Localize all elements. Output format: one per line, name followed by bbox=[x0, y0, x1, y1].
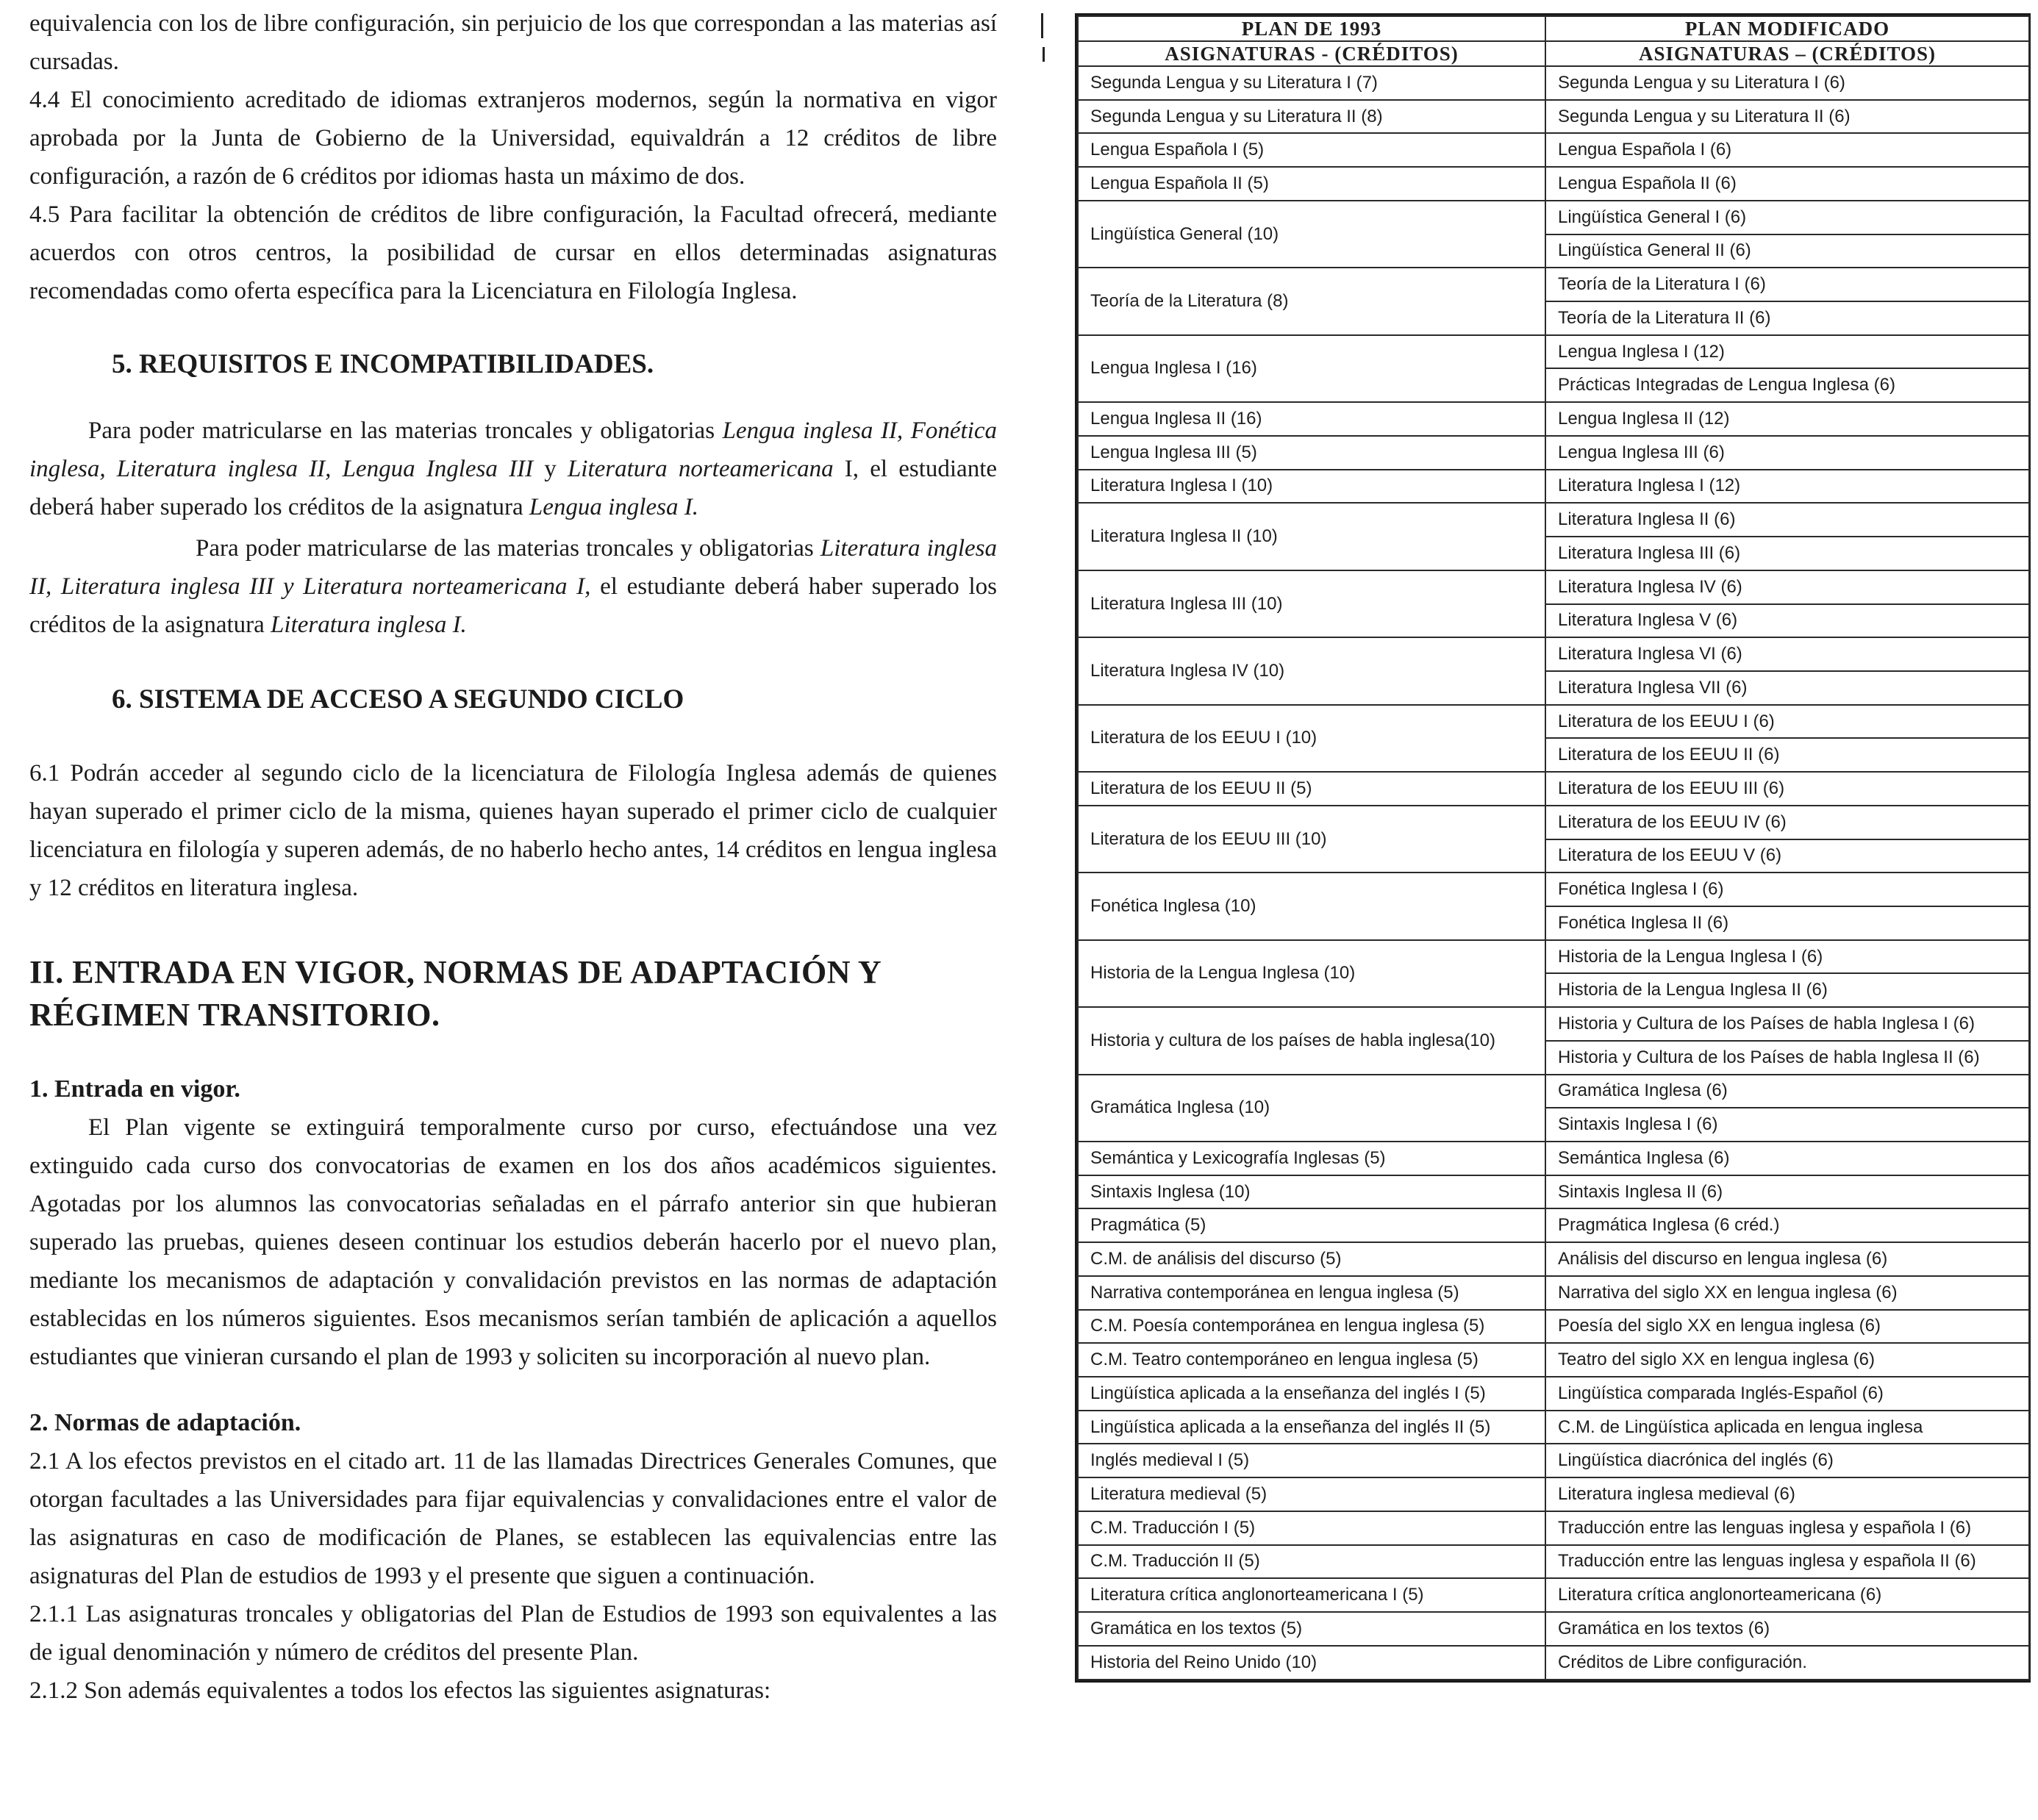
table-row bbox=[1078, 1578, 2029, 1612]
new-subject-cell: Lingüística General I (6) bbox=[1545, 201, 2029, 234]
old-subject-cell: Lengua Inglesa III (5) bbox=[1078, 436, 1545, 470]
table-row bbox=[1078, 167, 2029, 201]
table-row bbox=[1078, 637, 2029, 671]
old-subject-cell: Historia y cultura de los países de habla inglesa(10) bbox=[1078, 1007, 1545, 1074]
old-subject-cell: C.M. de análisis del discurso (5) bbox=[1078, 1242, 1545, 1276]
old-subject-cell: Lengua Española II (5) bbox=[1078, 167, 1545, 201]
paragraph-entrada-en-vigor: El Plan vigente se extinguirá temporalmente curso por curso, efectuándose una vez extinguido cada curso dos convocatorias de examen en los dos años académicos siguientes. Agotadas por los alumnos las convocatorias señaladas en el párrafo anterior sin que hubieran superado las pruebas, quienes deseen continuar los estudios deberán hacerlo por el nuevo plan, mediante los mecanismos de adaptación y convalidación previstos en las normas de adaptación establecidas en los números siguientes. Esos mecanismos serían también de aplicación a aquellos estudiantes que vinieran cursando el plan de 1993 y soliciten su incorporación al nuevo plan. bbox=[29, 1114, 997, 1370]
new-subject-cell: Fonética Inglesa I (6) bbox=[1545, 873, 2029, 906]
old-subject-cell: Literatura de los EEUU III (10) bbox=[1078, 806, 1545, 873]
old-subject-cell: Fonética Inglesa (10) bbox=[1078, 873, 1545, 939]
paragraph-intro: equivalencia con los de libre configuración, sin perjuicio de los que correspondan a las materias así cursadas. bbox=[29, 10, 997, 75]
new-subject-cell: Sintaxis Inglesa I (6) bbox=[1545, 1108, 2029, 1142]
margin-bar-mark bbox=[1041, 13, 1043, 38]
table-row bbox=[1078, 772, 2029, 806]
new-subject-cell: Lengua Inglesa II (12) bbox=[1545, 402, 2029, 436]
subheader-new-subjects: ASIGNATURAS – (CRÉDITOS) bbox=[1545, 41, 2029, 66]
equivalence-table bbox=[1077, 15, 2030, 1680]
new-subject-cell: Lengua Española II (6) bbox=[1545, 167, 2029, 201]
new-subject-cell: Lingüística General II (6) bbox=[1545, 234, 2029, 268]
heading-section-5: 5. REQUISITOS E INCOMPATIBILIDADES. bbox=[112, 349, 654, 379]
table-row bbox=[1078, 100, 2029, 134]
table-row bbox=[1078, 335, 2029, 369]
heading-section-6: 6. SISTEMA DE ACCESO A SEGUNDO CICLO bbox=[112, 684, 684, 714]
new-subject-cell: Análisis del discurso en lengua inglesa (6) bbox=[1545, 1242, 2029, 1276]
table-row bbox=[1078, 1142, 2029, 1175]
new-subject-cell: Literatura de los EEUU III (6) bbox=[1545, 772, 2029, 806]
new-subject-cell: Poesía del siglo XX en lengua inglesa (6) bbox=[1545, 1310, 2029, 1344]
heading-part-II: II. ENTRADA EN VIGOR, NORMAS DE ADAPTACIÓN Y RÉGIMEN TRANSITORIO. bbox=[29, 954, 881, 1033]
old-subject-cell: Lengua Inglesa I (16) bbox=[1078, 335, 1545, 402]
table-row bbox=[1078, 806, 2029, 839]
table-row bbox=[1078, 1377, 2029, 1411]
table-row bbox=[1078, 940, 2029, 974]
table-row bbox=[1078, 1545, 2029, 1579]
new-subject-cell: Literatura de los EEUU I (6) bbox=[1545, 705, 2029, 739]
old-subject-cell: Lengua Española I (5) bbox=[1078, 133, 1545, 167]
header-plan-modificado: PLAN MODIFICADO bbox=[1545, 16, 2029, 41]
table-row bbox=[1078, 436, 2029, 470]
new-subject-cell: Literatura Inglesa I (12) bbox=[1545, 470, 2029, 504]
new-subject-cell: Prácticas Integradas de Lengua Inglesa (6) bbox=[1545, 368, 2029, 402]
old-subject-cell: Gramática Inglesa (10) bbox=[1078, 1075, 1545, 1142]
table-row bbox=[1078, 268, 2029, 301]
table-row bbox=[1078, 570, 2029, 604]
old-subject-cell: C.M. Traducción II (5) bbox=[1078, 1545, 1545, 1579]
old-subject-cell: Lingüística General (10) bbox=[1078, 201, 1545, 268]
table-row bbox=[1078, 1175, 2029, 1209]
old-subject-cell: Literatura de los EEUU II (5) bbox=[1078, 772, 1545, 806]
paragraph-5-requisitos-a: Para poder matricularse en las materias troncales y obligatorias Lengua inglesa II, Fonética inglesa, Literatura inglesa II, Lengua Inglesa III y Literatura norteamericana I, el estudiante deberá haber superado los créditos de la asignatura Lengua inglesa I. bbox=[29, 418, 998, 520]
old-subject-cell: Semántica y Lexicografía Inglesas (5) bbox=[1078, 1142, 1545, 1175]
new-subject-cell: Lengua Inglesa III (6) bbox=[1545, 436, 2029, 470]
paragraph-4-5: 4.5 Para facilitar la obtención de créditos de libre configuración, la Facultad ofrecerá, mediante acuerdos con otros centros, la posibilidad de cursar en ellos determinadas asignaturas recomendadas como oferta específica para la Licenciatura en Filología Inglesa. bbox=[29, 201, 997, 304]
new-subject-cell: Literatura Inglesa II (6) bbox=[1545, 503, 2029, 537]
old-subject-cell: Literatura de los EEUU I (10) bbox=[1078, 705, 1545, 772]
new-subject-cell: Literatura de los EEUU V (6) bbox=[1545, 839, 2029, 873]
left-column bbox=[29, 4, 997, 1710]
heading-entrada-en-vigor: 1. Entrada en vigor. bbox=[29, 1075, 240, 1103]
new-subject-cell: Narrativa del siglo XX en lengua inglesa (6) bbox=[1545, 1276, 2029, 1310]
new-subject-cell: Lingüística diacrónica del inglés (6) bbox=[1545, 1444, 2029, 1477]
old-subject-cell: C.M. Poesía contemporánea en lengua inglesa (5) bbox=[1078, 1310, 1545, 1344]
table-row bbox=[1078, 1646, 2029, 1680]
table-row bbox=[1078, 1511, 2029, 1545]
old-subject-cell: Teoría de la Literatura (8) bbox=[1078, 268, 1545, 334]
new-subject-cell: Fonética Inglesa II (6) bbox=[1545, 906, 2029, 940]
paragraph-2-1-1: 2.1.1 Las asignaturas troncales y obligatorias del Plan de Estudios de 1993 son equivalentes a las de igual denominación y número de créditos del presente Plan. bbox=[29, 1601, 997, 1666]
table-row bbox=[1078, 1411, 2029, 1444]
table-row bbox=[1078, 1007, 2029, 1041]
new-subject-cell: Gramática en los textos (6) bbox=[1545, 1612, 2029, 1646]
table-row bbox=[1078, 503, 2029, 537]
margin-bar-mark bbox=[1043, 47, 1045, 62]
table-row bbox=[1078, 1242, 2029, 1276]
new-subject-cell: Literatura Inglesa IV (6) bbox=[1545, 570, 2029, 604]
old-subject-cell: Literatura Inglesa III (10) bbox=[1078, 570, 1545, 637]
paragraph-2-1: 2.1 A los efectos previstos en el citado art. 11 de las llamadas Directrices Generales Comunes, que otorgan facultades a las Universidades para fijar equivalencias y convalidaciones entre el valor de las asignaturas en caso de modificación de Planes, se establecen las equivalencias entre las asignaturas del Plan de estudios de 1993 y el presente que siguen a continuación. bbox=[29, 1448, 997, 1589]
old-subject-cell: Historia del Reino Unido (10) bbox=[1078, 1646, 1545, 1680]
table-row bbox=[1078, 1208, 2029, 1242]
table-subheader-row bbox=[1078, 41, 2029, 66]
new-subject-cell: Literatura Inglesa III (6) bbox=[1545, 537, 2029, 570]
paragraph-2-1-2: 2.1.2 Son además equivalentes a todos los efectos las siguientes asignaturas: bbox=[29, 1677, 771, 1704]
new-subject-cell: Historia y Cultura de los Países de habla Inglesa I (6) bbox=[1545, 1007, 2029, 1041]
new-subject-cell: Literatura inglesa medieval (6) bbox=[1545, 1477, 2029, 1511]
new-subject-cell: Teoría de la Literatura I (6) bbox=[1545, 268, 2029, 301]
old-subject-cell: Sintaxis Inglesa (10) bbox=[1078, 1175, 1545, 1209]
new-subject-cell: Gramática Inglesa (6) bbox=[1545, 1075, 2029, 1108]
equivalence-table-frame bbox=[1075, 13, 2031, 1683]
old-subject-cell: Lingüística aplicada a la enseñanza del inglés II (5) bbox=[1078, 1411, 1545, 1444]
table-row bbox=[1078, 133, 2029, 167]
table-row bbox=[1078, 873, 2029, 906]
new-subject-cell: Pragmática Inglesa (6 créd.) bbox=[1545, 1208, 2029, 1242]
old-subject-cell: Segunda Lengua y su Literatura I (7) bbox=[1078, 66, 1545, 100]
table-body bbox=[1078, 66, 2029, 1680]
table-row bbox=[1078, 705, 2029, 739]
new-subject-cell: Teoría de la Literatura II (6) bbox=[1545, 301, 2029, 335]
paragraph-4-4: 4.4 El conocimiento acreditado de idiomas extranjeros modernos, según la normativa en vigor aprobada por la Junta de Gobierno de la Universidad, equivaldrán a 12 créditos de libre configuración, a razón de 6 créditos por idiomas hasta un máximo de dos. bbox=[29, 87, 997, 190]
new-subject-cell: Historia de la Lengua Inglesa I (6) bbox=[1545, 940, 2029, 974]
new-subject-cell: Segunda Lengua y su Literatura I (6) bbox=[1545, 66, 2029, 100]
old-subject-cell: Lengua Inglesa II (16) bbox=[1078, 402, 1545, 436]
new-subject-cell: Literatura de los EEUU II (6) bbox=[1545, 738, 2029, 772]
new-subject-cell: Literatura crítica anglonorteamericana (6) bbox=[1545, 1578, 2029, 1612]
old-subject-cell: Literatura Inglesa IV (10) bbox=[1078, 637, 1545, 704]
old-subject-cell: Literatura medieval (5) bbox=[1078, 1477, 1545, 1511]
table-row bbox=[1078, 1075, 2029, 1108]
new-subject-cell: Créditos de Libre configuración. bbox=[1545, 1646, 2029, 1680]
table-row bbox=[1078, 1310, 2029, 1344]
new-subject-cell: C.M. de Lingüística aplicada en lengua inglesa bbox=[1545, 1411, 2029, 1444]
new-subject-cell: Segunda Lengua y su Literatura II (6) bbox=[1545, 100, 2029, 134]
old-subject-cell: Literatura crítica anglonorteamericana I (5) bbox=[1078, 1578, 1545, 1612]
new-subject-cell: Literatura Inglesa VII (6) bbox=[1545, 671, 2029, 705]
old-subject-cell: Narrativa contemporánea en lengua inglesa (5) bbox=[1078, 1276, 1545, 1310]
new-subject-cell: Historia de la Lengua Inglesa II (6) bbox=[1545, 973, 2029, 1007]
old-subject-cell: C.M. Traducción I (5) bbox=[1078, 1511, 1545, 1545]
heading-normas-de-adaptacion: 2. Normas de adaptación. bbox=[29, 1409, 301, 1436]
new-subject-cell: Sintaxis Inglesa II (6) bbox=[1545, 1175, 2029, 1209]
table-header-row bbox=[1078, 16, 2029, 41]
new-subject-cell: Historia y Cultura de los Países de habla Inglesa II (6) bbox=[1545, 1041, 2029, 1075]
new-subject-cell: Teatro del siglo XX en lengua inglesa (6) bbox=[1545, 1343, 2029, 1377]
new-subject-cell: Traducción entre las lenguas inglesa y española I (6) bbox=[1545, 1511, 2029, 1545]
old-subject-cell: Historia de la Lengua Inglesa (10) bbox=[1078, 940, 1545, 1007]
new-subject-cell: Lengua Inglesa I (12) bbox=[1545, 335, 2029, 369]
new-subject-cell: Traducción entre las lenguas inglesa y española II (6) bbox=[1545, 1545, 2029, 1579]
table-row bbox=[1078, 1343, 2029, 1377]
header-plan-1993: PLAN DE 1993 bbox=[1078, 16, 1545, 41]
table-row bbox=[1078, 201, 2029, 234]
old-subject-cell: Literatura Inglesa I (10) bbox=[1078, 470, 1545, 504]
old-subject-cell: Pragmática (5) bbox=[1078, 1208, 1545, 1242]
new-subject-cell: Lingüística comparada Inglés-Español (6) bbox=[1545, 1377, 2029, 1411]
new-subject-cell: Lengua Española I (6) bbox=[1545, 133, 2029, 167]
table-row bbox=[1078, 1477, 2029, 1511]
old-subject-cell: C.M. Teatro contemporáneo en lengua inglesa (5) bbox=[1078, 1343, 1545, 1377]
new-subject-cell: Literatura Inglesa V (6) bbox=[1545, 604, 2029, 638]
table-row bbox=[1078, 1276, 2029, 1310]
table-row bbox=[1078, 1444, 2029, 1477]
table-row bbox=[1078, 402, 2029, 436]
new-subject-cell: Semántica Inglesa (6) bbox=[1545, 1142, 2029, 1175]
old-subject-cell: Literatura Inglesa II (10) bbox=[1078, 503, 1545, 570]
new-subject-cell: Literatura Inglesa VI (6) bbox=[1545, 637, 2029, 671]
old-subject-cell: Gramática en los textos (5) bbox=[1078, 1612, 1545, 1646]
paragraph-6-1: 6.1 Podrán acceder al segundo ciclo de la licenciatura de Filología Inglesa además de quienes hayan superado el primer ciclo de la misma, quienes hayan superado el primer ciclo de cualquier licenciatura en filología y superen además, de no haberlo hecho antes, 14 créditos en lengua inglesa y 12 créditos en literatura inglesa. bbox=[29, 760, 997, 901]
old-subject-cell: Inglés medieval I (5) bbox=[1078, 1444, 1545, 1477]
paragraph-5-requisitos-b: Para poder matricularse de las materias troncales y obligatorias Literatura inglesa II, Literatura inglesa III y Literatura norteamericana I, el estudiante deberá haber superado los créditos de la asignatura Literatura inglesa I. bbox=[29, 535, 997, 638]
new-subject-cell: Literatura de los EEUU IV (6) bbox=[1545, 806, 2029, 839]
old-subject-cell: Lingüística aplicada a la enseñanza del inglés I (5) bbox=[1078, 1377, 1545, 1411]
table-row bbox=[1078, 1612, 2029, 1646]
subheader-old-subjects: ASIGNATURAS - (CRÉDITOS) bbox=[1078, 41, 1545, 66]
old-subject-cell: Segunda Lengua y su Literatura II (8) bbox=[1078, 100, 1545, 134]
table-row bbox=[1078, 470, 2029, 504]
table-row bbox=[1078, 66, 2029, 100]
